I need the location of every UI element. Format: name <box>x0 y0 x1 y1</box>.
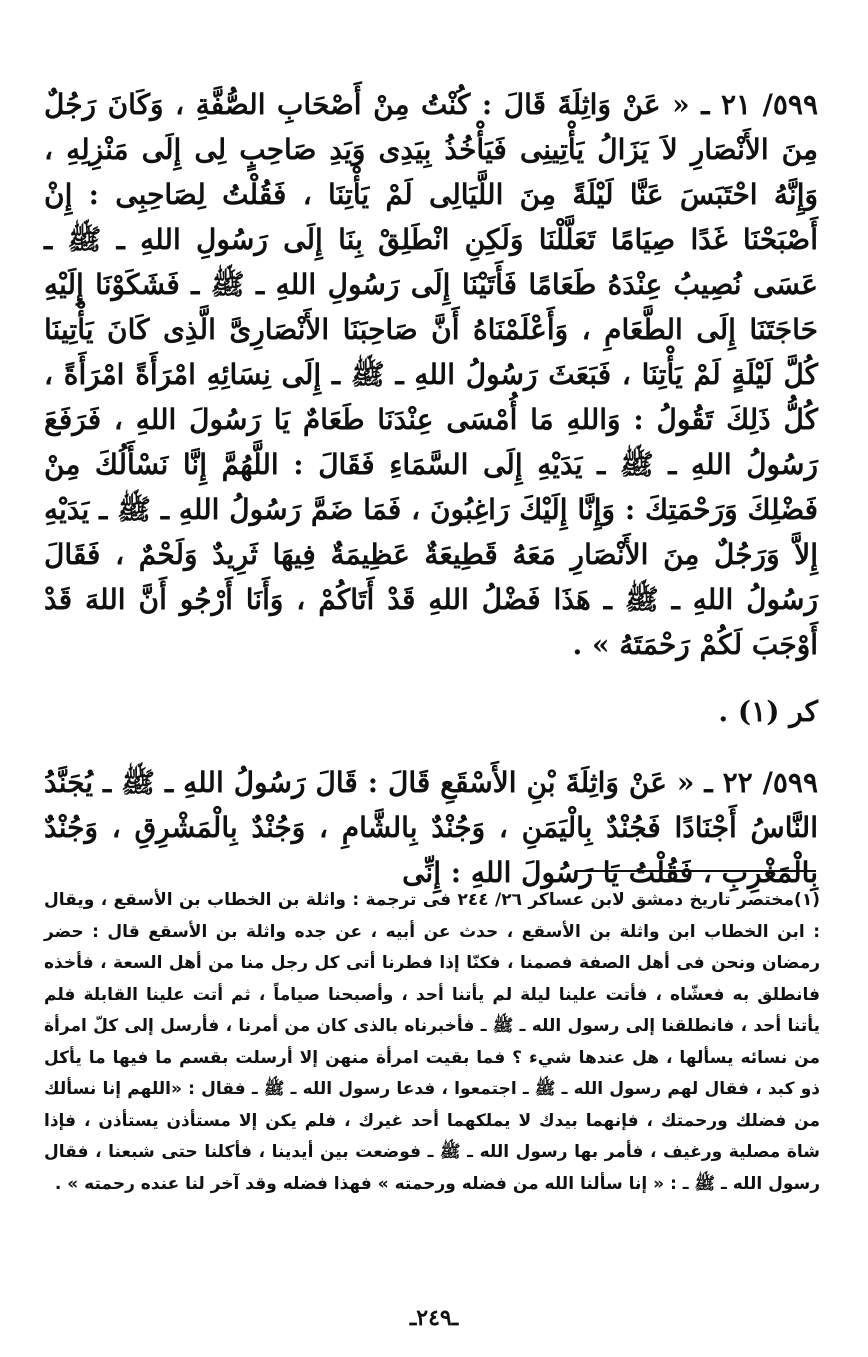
hadith-number: ٥٩٩/ ٢٢ ـ <box>704 766 818 799</box>
hadith-text: « عَنْ وَاثِلَةَ بْنِ الأَسْقَعِ قَالَ : قَالَ رَسُولُ اللهِ ـ ﷺ ـ يُجَنَّدُ النَّاسُ أَجْنَادًا فَجُنْدٌ بِالْيَمَنِ ، وَجُنْدٌ بِالشَّامِ ، وَجُنْدٌ بِالْمَشْرِقِ ، وَجُنْدٌ بِالْمَغْرِبِ ، فَقُلْتُ يَا رَسُولَ اللهِ : إِنِّى <box>44 766 818 889</box>
main-text <box>44 82 818 895</box>
hadith-text: « عَنْ وَاثِلَةَ قَالَ : كُنْتُ مِنْ أَصْحَابِ الصُّفَّةِ ، وَكَانَ رَجُلٌ مِنَ الأَنْصَارِ لاَ يَزَالُ يَأْتِينِى فَيَأْخُذُ بِيَدِى وَيَدِ صَاحِبٍ لِى إِلَى مَنْزِلِهِ ، وَإِنَّهُ احْتَبَسَ عَنَّا لَيْلَةً مِنَ اللَّيَالِى لَمْ يَأْتِنَا ، فَقُلْتُ لِصَاحِبِى : إِنْ أَصْبَحْنَا غَدًا صِيَامًا تَعَلَّلْنَا وَلَكِنِ انْطَلِقْ بِنَا إِلَى رَسُولِ اللهِ ـ ﷺ ـ عَسَى نُصِيبُ عِنْدَهُ طَعَامًا فَأَتَيْنَا إِلَى رَسُولِ اللهِ ـ ﷺ ـ فَشَكَوْنَا إِلَيْهِ حَاجَتَنَا إِلَى الطَّعَامِ ، وَأَعْلَمْنَاهُ أَنَّ صَاحِبَنَا الأَنْصَارِىَّ الَّذِى كَانَ يَأْتِينَا كُلَّ لَيْلَةٍ لَمْ يَأْتِنَا ، فَبَعَثَ رَسُولُ اللهِ ـ ﷺ ـ إِلَى نِسَائِهِ امْرَأَةً امْرَأَةً ، كُلُّ ذَلِكَ تَقُولُ : وَاللهِ مَا أُمْسَى عِنْدَنَا طَعَامٌ يَا رَسُولَ اللهِ ، فَرَفَعَ رَسُولُ اللهِ ـ ﷺ ـ يَدَيْهِ إِلَى السَّمَاءِ فَقَالَ : اللَّهُمَّ إِنَّا نَسْأَلُكَ مِنْ فَضْلِكَ وَرَحْمَتِكَ : وَإِنَّا إِلَيْكَ رَاغِبُونَ ، فَمَا ضَمَّ رَسُولُ اللهِ ـ ﷺ ـ يَدَيْهِ إِلاَّ وَرَجُلٌ مِنَ الأَنْصَارِ مَعَهُ قَطِيعَةٌ عَظِيمَةٌ فِيهَا ثَرِيدٌ وَلَحْمٌ ، فَقَالَ رَسُولُ اللهِ ـ ﷺ ـ هَذَا فَضْلُ اللهِ قَدْ أَتَاكُمْ ، وَأَنَا أَرْجُو أَنَّ اللهَ قَدْ أَوْجَبَ لَكُمْ رَحْمَتَهُ » . <box>44 88 818 661</box>
hadith-paragraph <box>44 82 818 667</box>
page-number: ـ٢٤٩ـ <box>409 1305 459 1331</box>
footnote-divider <box>575 870 816 872</box>
footnotes <box>44 885 820 1200</box>
footnote: (١)مختصر تاريخ دمشق لابن عساكر ٢٦/ ٢٤٤ فى ترجمة : واثلة بن الخطاب بن الأسقع ، ويقال : ابن الخطاب ابن واثلة بن الأسقع ، حدث عن أبيه ، عن جده واثلة بن الأسقع قال : حضر رمضان ونحن فى أهل الصفة فصمنا ، فكنّا إذا فطرنا أتى كل رجل منا من أهل السعة ، فأخذه فانطلق به فعشّاه ، فأتت علينا ليلة لم يأتنا أحد ، وأصبحنا صياماً ، ثم أتت علينا القابلة فلم يأتنا أحد ، فانطلقنا إلى رسول الله ـ ﷺ ـ فأخبرناه بالذى كان من أمرنا ، فأرسل إلى كلّ امرأة من نسائه يسألها ، هل عندها شيء ؟ فما بقيت امرأة منهن إلا أرسلت بقسم ما فيها ما يأكل ذو كبد ، فقال لهم رسول الله ـ ﷺ ـ اجتمعوا ، فدعا رسول الله ـ ﷺ ـ فقال : «اللهم إنا نسألك من فضلك ورحمتك ، فإنهما بيدك لا يملكهما أحد غيرك ، فلم يكن إلا مستأذن يستأذن ، فإذا شاة مصلية ورغيف ، فأمر بها رسول الله ـ ﷺ ـ فوضعت بين أيدينا ، فأكلنا حتى شبعنا ، فقال رسول الله ـ ﷺ ـ : « إنا سألنا الله من فضله ورحمته » فهذا فضله وقد آخر لنا عنده رحمته » . <box>44 890 820 1194</box>
hadith-number: ٥٩٩/ ٢١ ـ <box>701 88 818 121</box>
source-reference: كر (١) . <box>718 695 818 728</box>
hadith-paragraph <box>44 760 818 895</box>
